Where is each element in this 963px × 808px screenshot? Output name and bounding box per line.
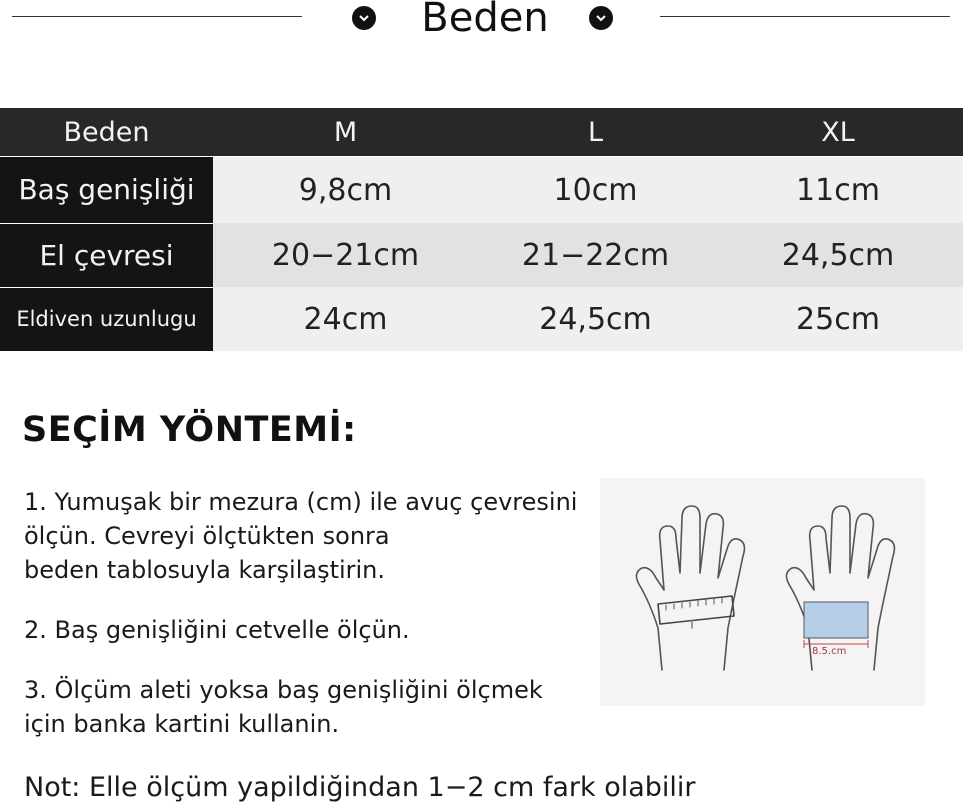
row-header: Baş genişliği (0, 157, 213, 224)
table-cell: 10cm (478, 157, 713, 224)
column-header: M (213, 108, 478, 157)
step-3 (24, 673, 543, 741)
table-row (0, 223, 963, 287)
step-1 (24, 485, 577, 587)
header (0, 0, 963, 40)
step-1-line: beden tablosuyla karşilaştirin. (24, 556, 386, 584)
card-size-label: 8.5.cm (812, 646, 847, 657)
page-title: Beden (421, 0, 549, 41)
table-cell: 24,5cm (713, 223, 963, 287)
chevron-down-icon (589, 6, 613, 30)
row-header: Eldiven uzunlugu (0, 287, 213, 351)
step-3-line: için banka kartini kullanin. (24, 710, 340, 738)
table-cell: 24,5cm (478, 287, 713, 351)
step-1-line: ölçün. Cevreyi ölçtükten sonra (24, 522, 390, 550)
column-header: L (478, 108, 713, 157)
header-line-right (660, 16, 950, 17)
table-row (0, 157, 963, 224)
size-table (0, 108, 963, 352)
step-2: 2. Baş genişliğini cetvelle ölçün. (24, 616, 410, 644)
table-cell: 21−22cm (478, 223, 713, 287)
table-row (0, 287, 963, 351)
column-header: Beden (0, 108, 213, 157)
table-cell: 25cm (713, 287, 963, 351)
chevron-down-icon (352, 6, 376, 30)
note-text: Not: Elle ölçüm yapildiğindan 1−2 cm fark olabilir (24, 772, 696, 803)
method-title: SEÇİM YÖNTEMİ: (22, 410, 357, 450)
hand-measurement-illustration (600, 478, 925, 706)
table-cell: 20−21cm (213, 223, 478, 287)
table-cell: 11cm (713, 157, 963, 224)
table-header-row (0, 108, 963, 157)
bank-card-shape (804, 602, 868, 638)
header-line-left (12, 16, 302, 17)
step-3-line: 3. Ölçüm aleti yoksa baş genişliğini ölçmek (24, 676, 543, 704)
table-cell: 9,8cm (213, 157, 478, 224)
step-1-line: 1. Yumuşak bir mezura (cm) ile avuç çevresini (24, 488, 578, 516)
table-cell: 24cm (213, 287, 478, 351)
column-header: XL (713, 108, 963, 157)
row-header: El çevresi (0, 223, 213, 287)
